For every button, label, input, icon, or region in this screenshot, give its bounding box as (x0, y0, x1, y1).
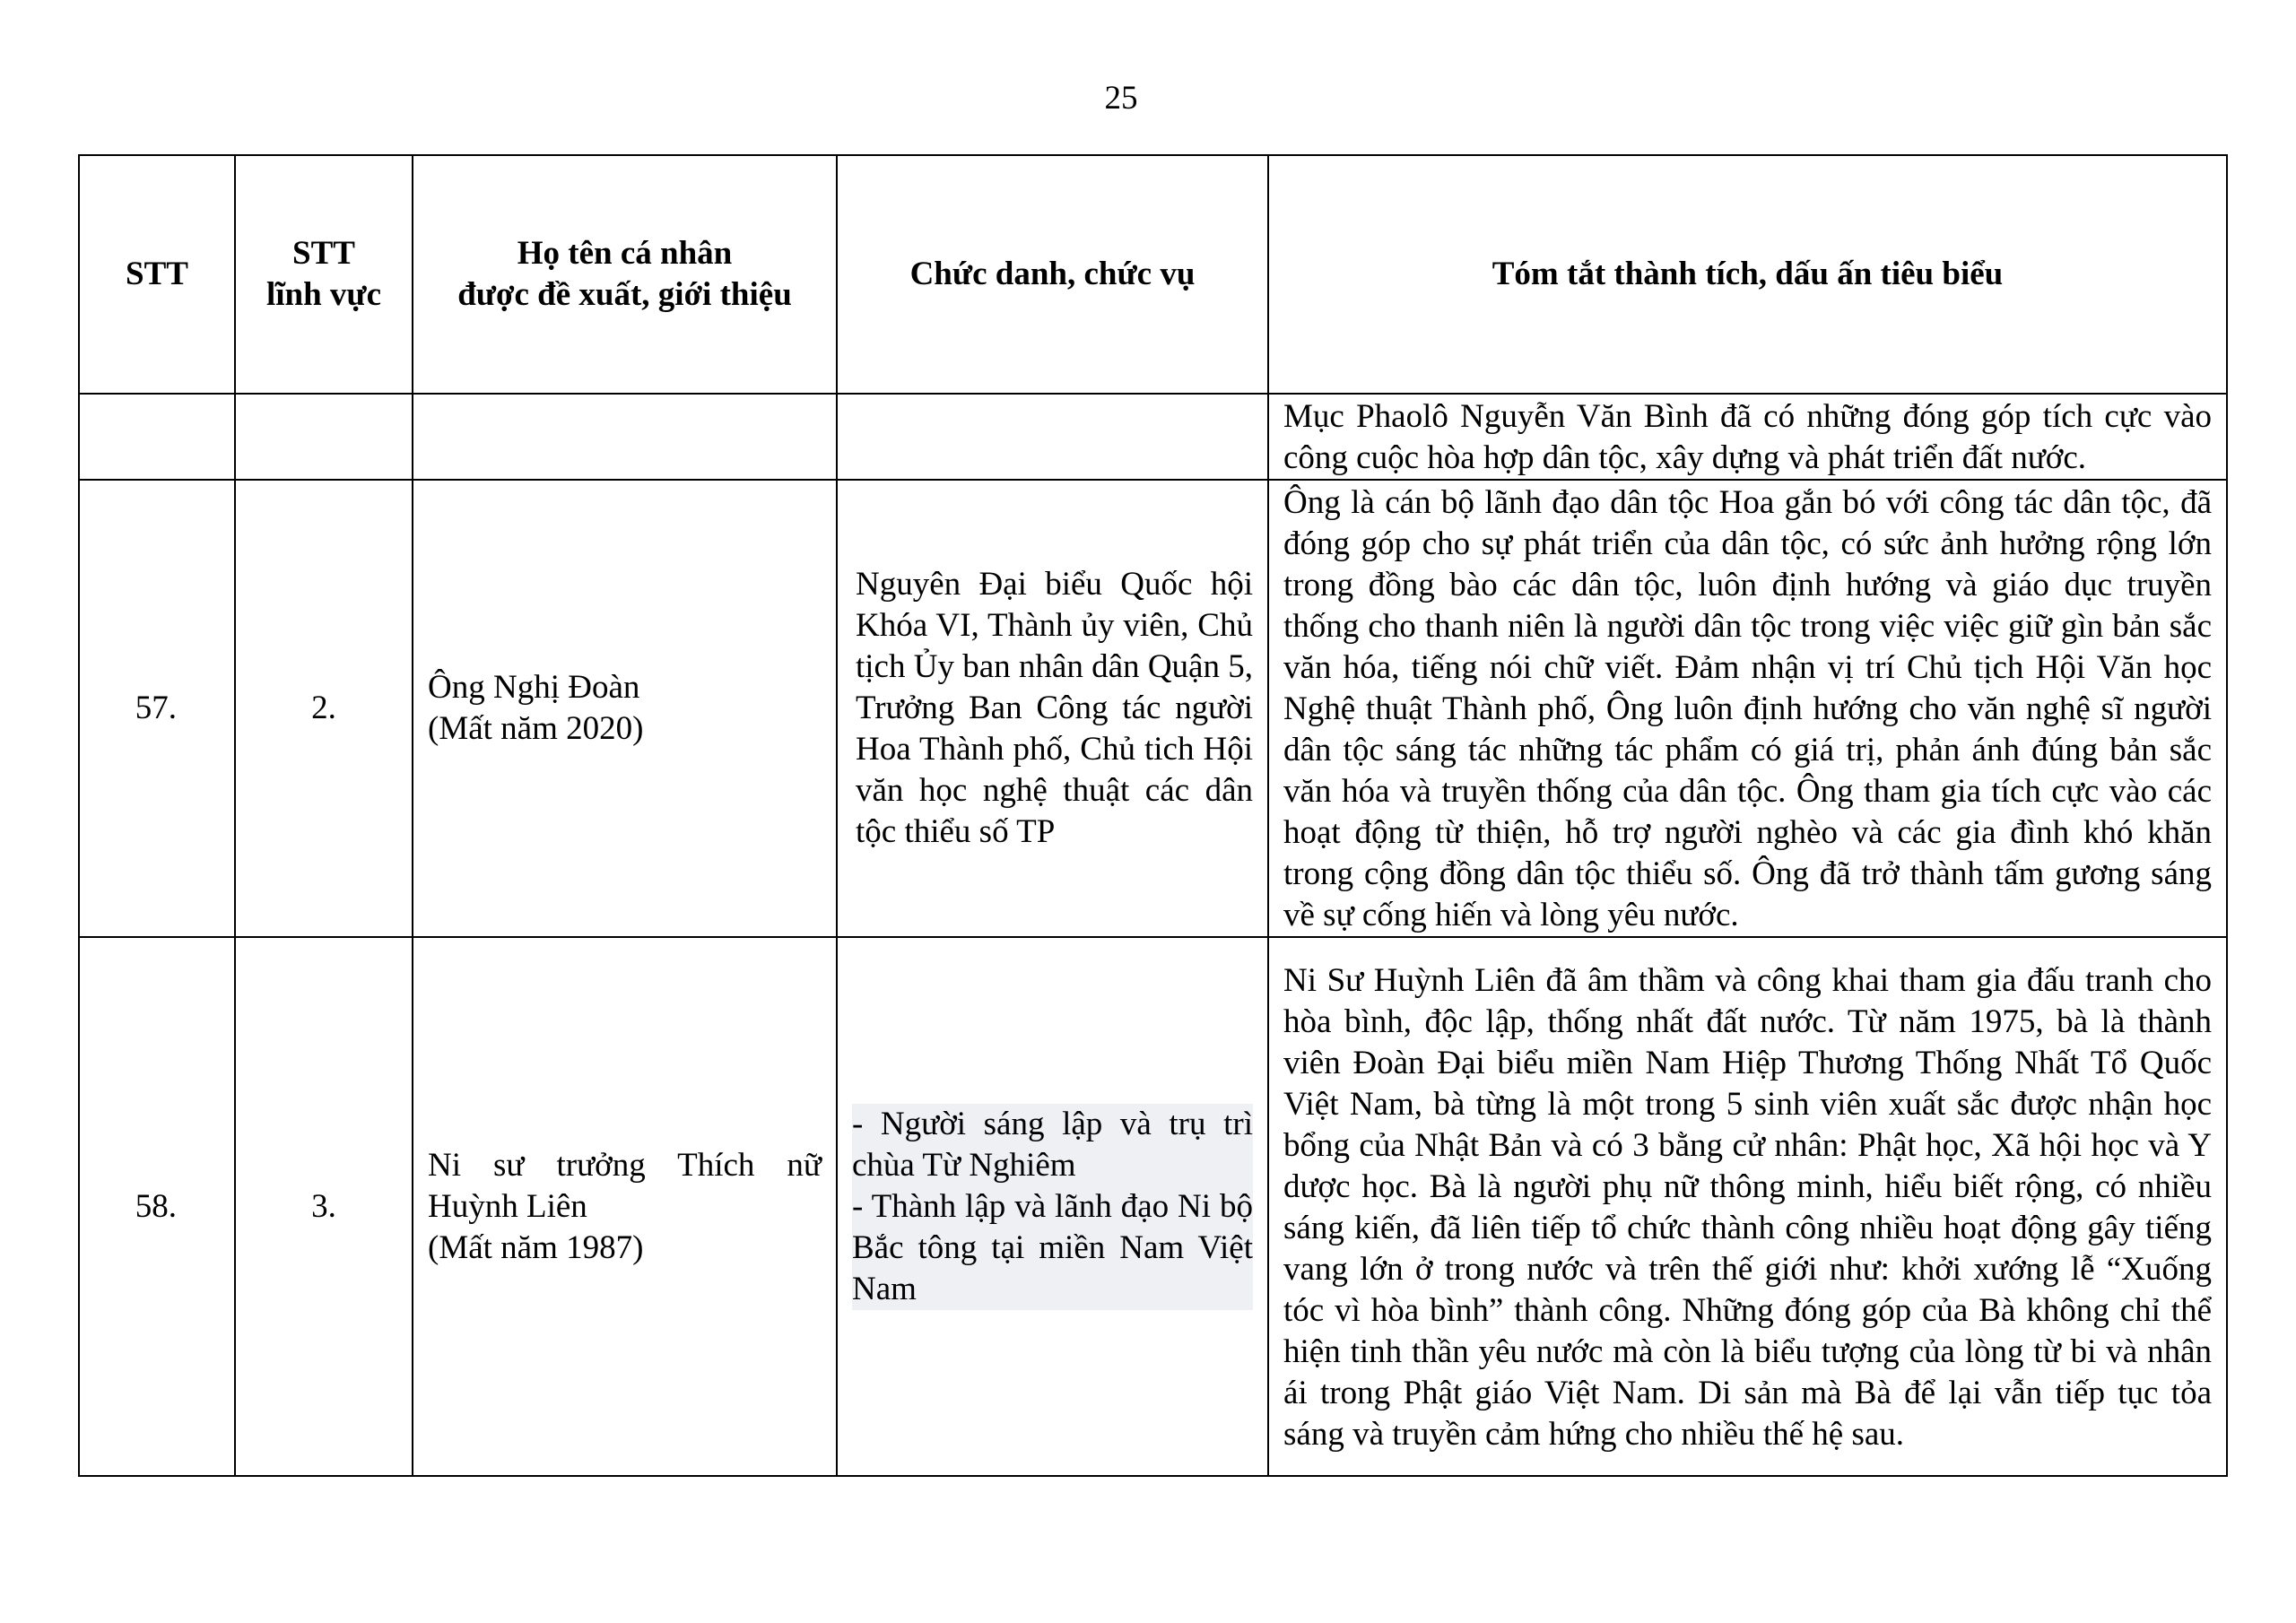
role-item: - Thành lập và lãnh đạo Ni bộ Bắc tông tại miền Nam Việt Nam (852, 1186, 1253, 1310)
header-summary: Tóm tắt thành tích, dấu ấn tiêu biểu (1268, 155, 2227, 394)
nominee-name: Ni sư trưởng Thích nữ (428, 1146, 822, 1184)
cell-stt: 58. (79, 937, 235, 1476)
nominee-name: Ông Nghị Đoàn (428, 669, 640, 706)
nominee-name-cont: Huỳnh Liên (428, 1187, 587, 1225)
nominee-death-year: (Mất năm 1987) (428, 1228, 644, 1266)
cell-role (837, 480, 1268, 937)
role-item: - Người sáng lập và trụ trì chùa Từ Nghiêm (852, 1104, 1253, 1186)
nominee-table (78, 154, 2228, 1477)
cell-name (413, 480, 837, 937)
cell-stt: 57. (79, 480, 235, 937)
cell-role (837, 394, 1268, 480)
cell-summary: Mục Phaolô Nguyễn Văn Bình đã có những đóng góp tích cực vào công cuộc hòa hợp dân tộc, xây dựng và phát triển đất nước. (1268, 394, 2227, 480)
table-row (79, 937, 2227, 1476)
cell-summary: Ông là cán bộ lãnh đạo dân tộc Hoa gắn bó với công tác dân tộc, đã đóng góp cho sự phát triển của dân tộc, có sức ảnh hưởng rộng lớn trong đồng bào các dân tộc, luôn định hướng và giáo dục truyền thống cho thanh niên là người dân tộc trong việc việc giữ gìn bản sắc văn hóa, tiếng nói chữ viết. Đảm nhận vị trí Chủ tịch Hội Văn học Nghệ thuật Thành phố, Ông luôn định hướng cho văn nghệ sĩ người dân tộc sáng tác những tác phẩm có giá trị, phản ánh đúng bản sắc văn hóa và truyền thống của dân tộc. Ông tham gia tích cực vào các hoạt động từ thiện, hỗ trợ người nghèo và các gia đình khó khăn trong cộng đồng dân tộc thiểu số. Ông đã trở thành tấm gương sáng về sự cống hiến và lòng yêu nước. (1268, 480, 2227, 937)
table-row (79, 480, 2227, 937)
header-stt: STT (79, 155, 235, 394)
table-row (79, 394, 2227, 480)
nominee-death-year: (Mất năm 2020) (428, 710, 644, 747)
cell-name (413, 937, 837, 1476)
header-role: Chức danh, chức vụ (837, 155, 1268, 394)
cell-summary: Ni Sư Huỳnh Liên đã âm thầm và công khai tham gia đấu tranh cho hòa bình, độc lập, thống nhất đất nước. Từ năm 1975, bà là thành viên Đoàn Đại biểu miền Nam Hiệp Thương Thống Nhất Tổ Quốc Việt Nam, bà từng là một trong 5 sinh viên xuất sắc được nhận học bổng của Nhật Bản và có 3 bằng cử nhân: Phật học, Xã hội học và Y dược học. Bà là người phụ nữ thông minh, hiểu biết rộng, có nhiều sáng kiến, đã liên tiếp tổ chức thành công nhiều hoạt động gây tiếng vang lớn ở trong nước và trên thế giới như: khởi xướng lễ “Xuống tóc vì hòa bình” thành công. Những đóng góp của Bà không chỉ thể hiện tinh thần yêu nước mà còn là biểu tượng của lòng từ bi và nhân ái trong Phật giáo Việt Nam. Di sản mà Bà để lại vẫn tiếp tục tỏa sáng và truyền cảm hứng cho nhiều thế hệ sau. (1268, 937, 2227, 1476)
header-stt-field: STT lĩnh vực (235, 155, 413, 394)
role-text: Nguyên Đại biểu Quốc hội Khóa VI, Thành ủy viên, Chủ tịch Ủy ban nhân dân Quận 5, Trưởng Ban Công tác người Hoa Thành phố, Chủ tich Hội văn học nghệ thuật các dân tộc thiểu số TP (856, 566, 1253, 850)
header-name: Họ tên cá nhân được đề xuất, giới thiệu (413, 155, 837, 394)
table-header-row (79, 155, 2227, 394)
page-number: 25 (1104, 80, 1138, 117)
cell-name (413, 394, 837, 480)
cell-stt (79, 394, 235, 480)
cell-stt-field (235, 394, 413, 480)
cell-role (837, 937, 1268, 1476)
cell-stt-field: 3. (235, 937, 413, 1476)
cell-stt-field: 2. (235, 480, 413, 937)
